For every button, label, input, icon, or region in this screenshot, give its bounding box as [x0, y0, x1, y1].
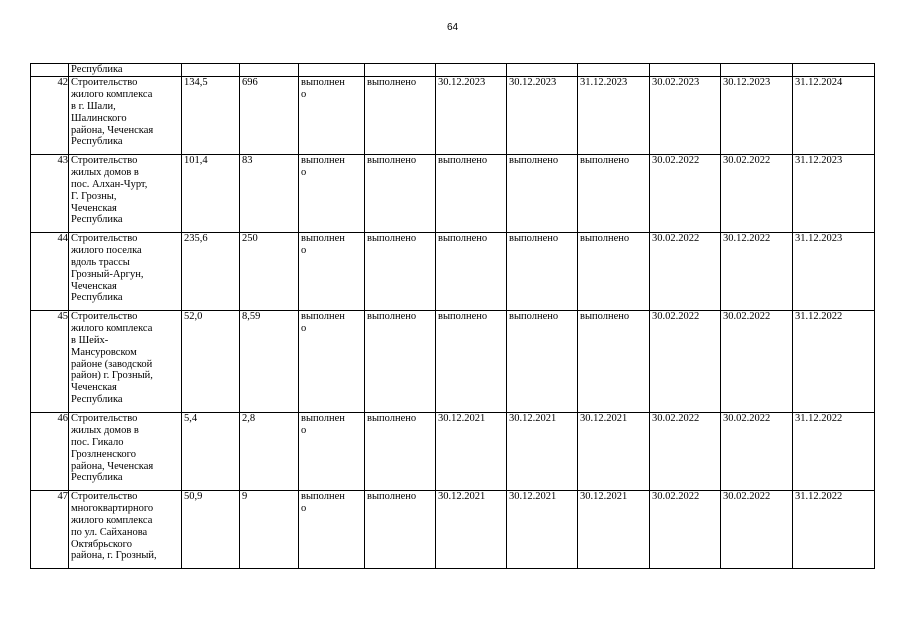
cell-object-name [69, 76, 182, 154]
cell-area: 50,9 [182, 490, 240, 568]
cell-count: 696 [240, 76, 299, 154]
cell-line: Г. Грозны, [71, 190, 117, 202]
cell-date-3: выполнено [578, 310, 650, 412]
cell-status-2: выполнено [365, 76, 436, 154]
cell-date-2: выполнено [507, 232, 578, 310]
cell-date-3: 30.12.2021 [578, 490, 650, 568]
cell-count: 8,59 [240, 310, 299, 412]
cell-number: 47 [31, 490, 69, 568]
cell-line: Строительство [71, 232, 138, 244]
cell-date-2: выполнено [507, 310, 578, 412]
cell-status-1 [299, 76, 365, 154]
cell-line: район) г. Грозный, [71, 370, 153, 382]
cell-line: выполнен [301, 490, 345, 502]
cell-line: выполнен [301, 232, 345, 244]
cell-date-5: 30.02.2022 [721, 310, 793, 412]
cell-date-5: 30.12.2022 [721, 232, 793, 310]
cell-date-1: 30.12.2021 [436, 412, 507, 490]
cell-date-1: выполнено [436, 154, 507, 232]
cell-line: Строительство [71, 76, 138, 88]
cell-area: 101,4 [182, 154, 240, 232]
cell-line: о [301, 322, 307, 334]
cell-object-name [69, 490, 182, 568]
cell-line: Строительство [71, 310, 138, 322]
cell-date-6: 31.12.2022 [793, 490, 875, 568]
cell-count: 9 [240, 490, 299, 568]
cell-object-name [69, 154, 182, 232]
cell-date-2: 30.12.2021 [507, 490, 578, 568]
cell-date-3: 31.12.2023 [578, 76, 650, 154]
cell-line: вдоль трассы [71, 256, 130, 268]
cell-date-4: 30.02.2022 [650, 490, 721, 568]
cell-number: 45 [31, 310, 69, 412]
cell-line: района, Чеченская [71, 460, 154, 472]
cell-status-2: выполнено [365, 490, 436, 568]
cell-line: о [301, 88, 307, 100]
cell-status-2: выполнено [365, 232, 436, 310]
cell-date-5: 30.12.2023 [721, 76, 793, 154]
cell-date-3: выполнено [578, 232, 650, 310]
table-row [31, 310, 875, 412]
cell-status-2: выполнено [365, 412, 436, 490]
cell-object-name: Республика [69, 64, 182, 77]
cell-date-3: выполнено [578, 154, 650, 232]
cell-object-name [69, 232, 182, 310]
cell-line: Грозлненского [71, 448, 136, 460]
cell-line: Мансуровском [71, 346, 137, 358]
cell-date-4: 30.02.2022 [650, 412, 721, 490]
cell-date-3: 30.12.2021 [578, 412, 650, 490]
cell-line: Чеченская [71, 280, 117, 292]
cell-date-2: выполнено [507, 154, 578, 232]
cell-area: 235,6 [182, 232, 240, 310]
cell-number: 46 [31, 412, 69, 490]
cell-line: по ул. Сайханова [71, 526, 148, 538]
cell-line: Октябрьского [71, 538, 132, 550]
cell-date-5: 30.02.2022 [721, 154, 793, 232]
cell-line: пос. Алхан-Чурт, [71, 178, 148, 190]
table-row [31, 490, 875, 568]
cell-date-4: 30.02.2022 [650, 232, 721, 310]
table-row [31, 412, 875, 490]
cell-date-6: 31.12.2024 [793, 76, 875, 154]
cell-line: Республика [71, 394, 123, 406]
cell-line: районе (заводской [71, 358, 153, 370]
cell-status-1 [299, 154, 365, 232]
cell-count: 250 [240, 232, 299, 310]
cell-date-1: выполнено [436, 310, 507, 412]
cell-line: в г. Шали, [71, 100, 116, 112]
cell-object-name [69, 310, 182, 412]
cell-line: Шалинского [71, 112, 127, 124]
cell-line: выполнен [301, 412, 345, 424]
cell-area: 52,0 [182, 310, 240, 412]
cell-date-4: 30.02.2023 [650, 76, 721, 154]
cell-line: Республика [71, 292, 123, 304]
cell-line: пос. Гикало [71, 436, 124, 448]
cell-date-6: 31.12.2023 [793, 154, 875, 232]
cell-line: района, Чеченская [71, 124, 154, 136]
cell-line: Строительство [71, 412, 138, 424]
cell-line: жилых домов в [71, 424, 139, 436]
cell-line: о [301, 424, 307, 436]
cell-line: Республика [71, 214, 123, 226]
cell-date-6: 31.12.2023 [793, 232, 875, 310]
cell-date-2: 30.12.2021 [507, 412, 578, 490]
cell-line: Республика [71, 136, 123, 148]
cell-line: Чеченская [71, 382, 117, 394]
continuation-row [31, 64, 875, 77]
cell-count: 83 [240, 154, 299, 232]
cell-line: о [301, 166, 307, 178]
cell-line: жилого комплекса [71, 88, 153, 100]
table-row [31, 232, 875, 310]
cell-number: 44 [31, 232, 69, 310]
cell-line: района, г. Грозный, [71, 550, 157, 562]
cell-line: жилого поселка [71, 244, 142, 256]
construction-table [30, 63, 875, 569]
table-row [31, 76, 875, 154]
cell-line: жилых домов в [71, 166, 139, 178]
cell-date-1: 30.12.2021 [436, 490, 507, 568]
cell-line: Республика [71, 472, 123, 484]
cell-number [31, 64, 69, 77]
cell-line: Строительство [71, 154, 138, 166]
cell-line: многоквартирного [71, 502, 154, 514]
cell-date-2: 30.12.2023 [507, 76, 578, 154]
cell-line: выполнен [301, 154, 345, 166]
cell-area: 134,5 [182, 76, 240, 154]
table-row [31, 154, 875, 232]
cell-line: в Шейх- [71, 334, 109, 346]
cell-status-1 [299, 310, 365, 412]
cell-date-4: 30.02.2022 [650, 310, 721, 412]
cell-area: 5,4 [182, 412, 240, 490]
cell-date-5: 30.02.2022 [721, 412, 793, 490]
cell-line: о [301, 502, 307, 514]
cell-status-1 [299, 232, 365, 310]
cell-date-6: 31.12.2022 [793, 310, 875, 412]
cell-line: Грозный-Аргун, [71, 268, 144, 280]
cell-number: 43 [31, 154, 69, 232]
cell-number: 42 [31, 76, 69, 154]
cell-line: выполнен [301, 76, 345, 88]
cell-status-2: выполнено [365, 310, 436, 412]
cell-date-5: 30.02.2022 [721, 490, 793, 568]
cell-status-2: выполнено [365, 154, 436, 232]
cell-status-1 [299, 412, 365, 490]
cell-date-1: выполнено [436, 232, 507, 310]
cell-count: 2,8 [240, 412, 299, 490]
cell-line: жилого комплекса [71, 514, 153, 526]
table-body [31, 64, 875, 569]
cell-line: жилого комплекса [71, 322, 153, 334]
cell-line: о [301, 244, 307, 256]
cell-line: Чеченская [71, 202, 117, 214]
cell-date-1: 30.12.2023 [436, 76, 507, 154]
cell-line: Строительство [71, 490, 138, 502]
page-number: 64 [446, 22, 459, 33]
cell-object-name [69, 412, 182, 490]
cell-status-1 [299, 490, 365, 568]
cell-date-6: 31.12.2022 [793, 412, 875, 490]
cell-date-4: 30.02.2022 [650, 154, 721, 232]
cell-line: выполнен [301, 310, 345, 322]
